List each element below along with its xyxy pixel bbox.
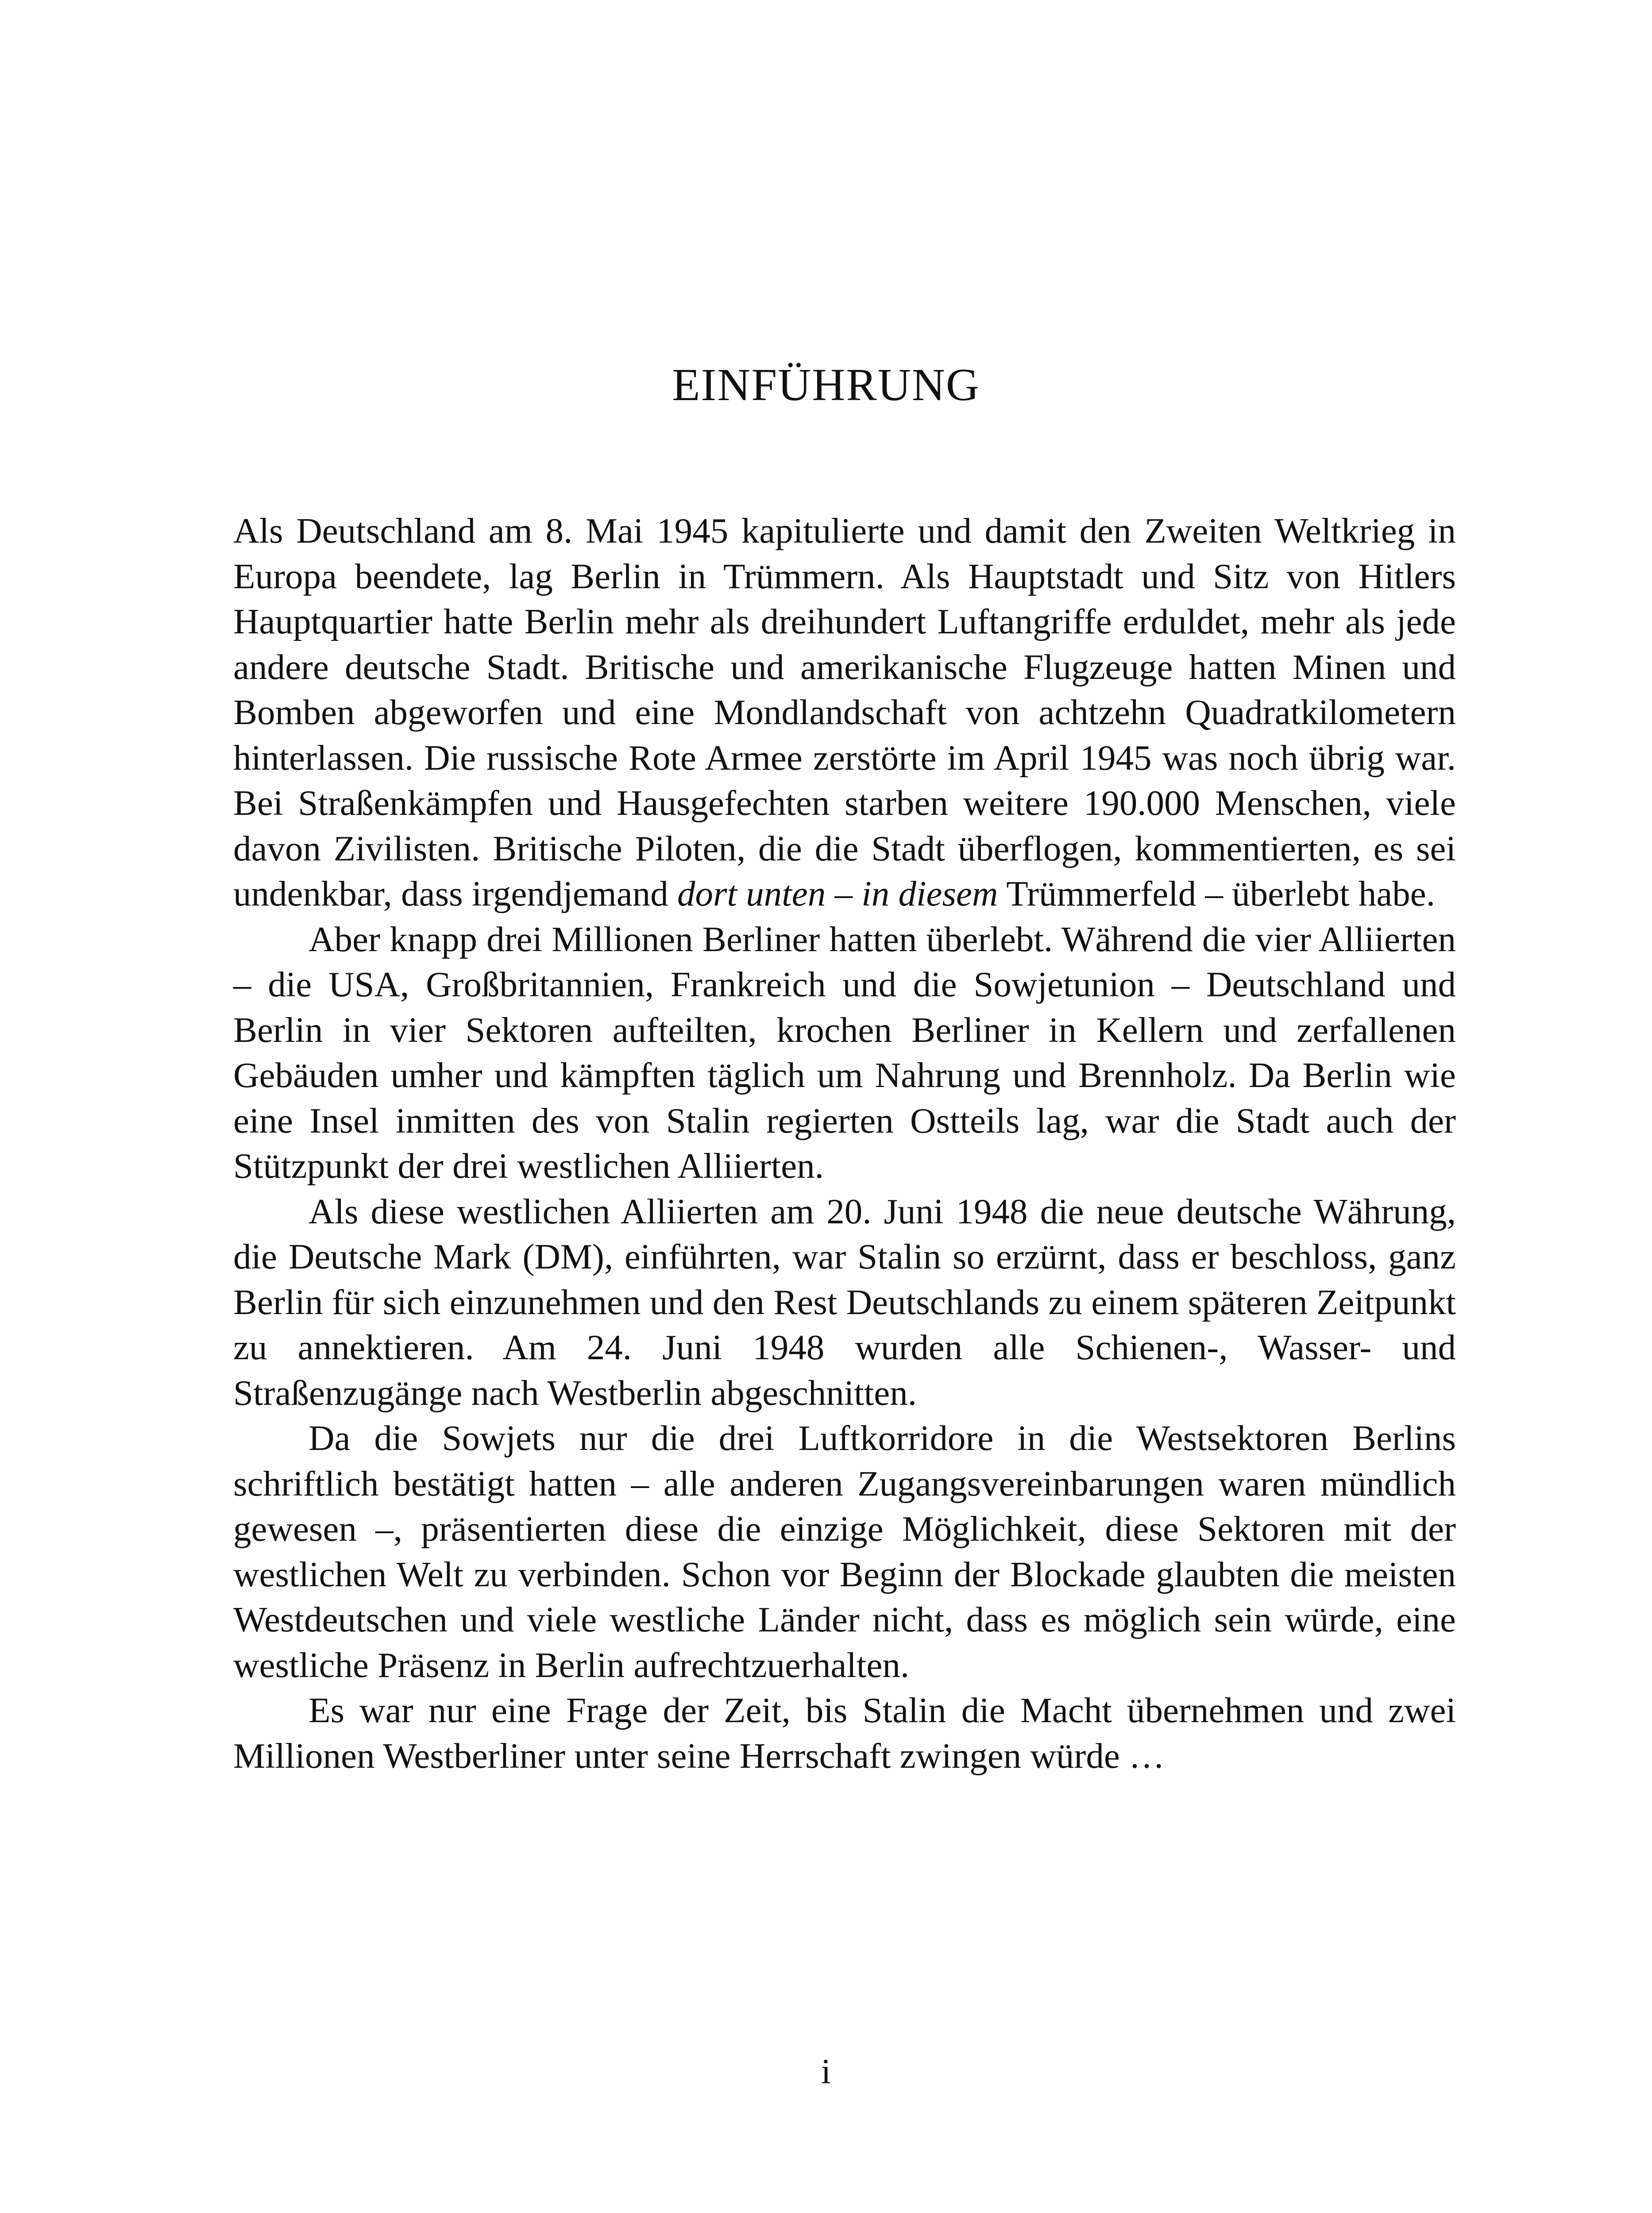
paragraph-4: Da die Sowjets nur die drei Luftkorridore in die Westsektoren Berlins schriftlich bestätigt hatten – alle anderen Zugangsvereinbarungen waren mündlich gewesen –, präsentierten diese die einzige Möglichkeit, diese Sektoren mit der westlichen Welt zu verbinden. Schon vor Beginn der Blockade glaubten die meisten Westdeutschen und viele westliche Länder nicht, dass es möglich sein würde, eine westliche Präsenz in Berlin aufrechtzuerhalten. (233, 1418, 1456, 1685)
paragraph-2: Aber knapp drei Millionen Berliner hatten überlebt. Während die vier Alliierten – die USA, Großbritannien, Frankreich und die Sowjetunion – Deutschland und Berlin in vier Sektoren aufteilten, krochen Berliner in Kellern und zerfallenen Gebäuden umher und kämpften täglich um Nahrung und Brennholz. Da Berlin wie eine Insel inmitten des von Stalin regierten Ostteils lag, war die Stadt auch der Stützpunkt der drei westlichen Alliierten. (233, 919, 1456, 1186)
paragraph-1-emphasis: dort unten – in diesem (677, 874, 998, 914)
chapter-body (233, 508, 1456, 1778)
paragraph-5: Es war nur eine Frage der Zeit, bis Stalin die Macht übernehmen und zwei Millionen Westberliner unter seine Herrschaft zwingen würde … (233, 1690, 1456, 1776)
paragraph-1-text-start: Als Deutschland am 8. Mai 1945 kapitulierte und damit den Zweiten Weltkrieg in Europa beendete, lag Berlin in Trümmern. Als Hauptstadt und Sitz von Hitlers Hauptquartier hatte Berlin mehr als dreihundert Luftangriffe erduldet, mehr als jede andere deutsche Stadt. Britische und amerikanische Flugzeuge hatten Minen und Bomben abgeworfen und eine Mondlandschaft von achtzehn Quadratkilometern hinterlassen. Die russische Rote Armee zerstörte im April 1945 was noch übrig war. Bei Straßenkämpfen und Hausgefechten starben weitere 190.000 Menschen, viele davon Zivilisten. Britische Piloten, die die Stadt überflogen, kommentierten, es sei undenkbar, dass irgendjemand (233, 511, 1456, 914)
page-number: i (821, 2051, 831, 2091)
paragraph-1 (233, 508, 1456, 917)
chapter-title: EINFÜHRUNG (672, 359, 980, 410)
paragraph-3: Als diese westlichen Alliierten am 20. Juni 1948 die neue deutsche Währung, die Deutsche Mark (DM), einführten, war Stalin so erzürnt, dass er beschloss, ganz Berlin für sich einzunehmen und den Rest Deutschlands zu einem späteren Zeitpunkt zu annektieren. Am 24. Juni 1948 wurden alle Schienen-, Wasser- und Straßenzugänge nach Westberlin abgeschnitten. (233, 1191, 1456, 1413)
paragraph-1-text-end: Trümmerfeld – überlebt habe. (998, 874, 1435, 914)
